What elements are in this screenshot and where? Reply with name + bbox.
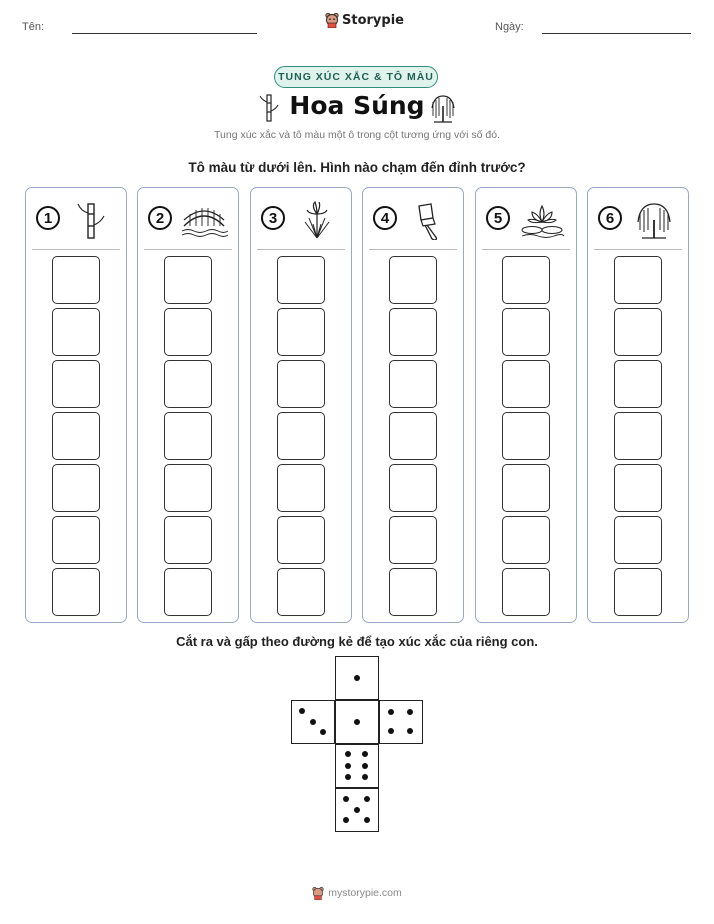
color-box[interactable] — [502, 464, 550, 512]
die-face-1 — [335, 656, 379, 700]
iris-flower-icon — [293, 200, 341, 240]
color-box[interactable] — [277, 360, 325, 408]
color-box[interactable] — [277, 516, 325, 564]
die-face-4 — [379, 700, 423, 744]
color-box[interactable] — [277, 568, 325, 616]
willow-tree-icon — [630, 200, 678, 240]
die-pip — [320, 729, 326, 735]
color-box[interactable] — [389, 256, 437, 304]
die-pip — [407, 709, 413, 715]
color-box[interactable] — [502, 568, 550, 616]
page-title: Hoa Súng — [289, 91, 425, 120]
color-box[interactable] — [614, 256, 662, 304]
date-label: Ngày: — [495, 21, 524, 33]
column-4 — [362, 187, 464, 623]
color-box[interactable] — [614, 360, 662, 408]
color-box[interactable] — [614, 308, 662, 356]
color-box[interactable] — [502, 308, 550, 356]
color-box[interactable] — [52, 464, 100, 512]
die-face-6 — [335, 744, 379, 788]
color-box[interactable] — [164, 568, 212, 616]
color-box[interactable] — [389, 412, 437, 460]
page-subtitle: Tung xúc xắc và tô màu một ô trong cột tương ứng với số đó. — [214, 129, 500, 141]
color-box[interactable] — [52, 516, 100, 564]
die-face-1 — [335, 700, 379, 744]
cut-instruction: Cắt ra và gấp theo đường kẻ để tạo xúc xắc của riêng con. — [176, 634, 538, 649]
bamboo-icon — [68, 200, 116, 240]
color-box[interactable] — [164, 516, 212, 564]
die-pip — [354, 807, 360, 813]
column-number: 1 — [36, 206, 60, 230]
color-box[interactable] — [502, 256, 550, 304]
storypie-logo — [325, 12, 404, 28]
column-number: 5 — [486, 206, 510, 230]
die-pip — [345, 751, 351, 757]
die-pip — [362, 763, 368, 769]
color-box[interactable] — [389, 360, 437, 408]
bridge-icon — [180, 200, 228, 240]
color-box[interactable] — [502, 360, 550, 408]
footer-url[interactable]: mystorypie.com — [328, 887, 402, 899]
footer — [0, 886, 714, 900]
color-box[interactable] — [277, 256, 325, 304]
die-pip — [310, 719, 316, 725]
column-6 — [587, 187, 689, 623]
activity-badge: TUNG XÚC XẮC & TÔ MÀU — [274, 66, 438, 88]
die-pip — [343, 796, 349, 802]
color-box[interactable] — [614, 568, 662, 616]
die-pip — [354, 675, 360, 681]
column-divider — [482, 249, 570, 250]
water-lily-icon — [518, 200, 566, 240]
column-divider — [594, 249, 682, 250]
coloring-instruction: Tô màu từ dưới lên. Hình nào chạm đến đỉnh trước? — [188, 160, 526, 175]
die-pip — [345, 763, 351, 769]
die-pip — [362, 751, 368, 757]
column-number: 2 — [148, 206, 172, 230]
die-pip — [362, 774, 368, 780]
column-divider — [144, 249, 232, 250]
color-box[interactable] — [52, 308, 100, 356]
column-divider — [369, 249, 457, 250]
column-number: 4 — [373, 206, 397, 230]
die-pip — [364, 796, 370, 802]
column-number: 3 — [261, 206, 285, 230]
die-pip — [299, 708, 305, 714]
color-box[interactable] — [389, 516, 437, 564]
color-box[interactable] — [502, 412, 550, 460]
die-pip — [354, 719, 360, 725]
color-box[interactable] — [389, 308, 437, 356]
name-label: Tên: — [22, 21, 45, 33]
die-face-3 — [291, 700, 335, 744]
column-divider — [32, 249, 120, 250]
color-box[interactable] — [277, 464, 325, 512]
color-box[interactable] — [614, 464, 662, 512]
bear-icon — [312, 886, 324, 900]
die-pip — [345, 774, 351, 780]
color-box[interactable] — [52, 412, 100, 460]
color-box[interactable] — [614, 516, 662, 564]
color-box[interactable] — [389, 568, 437, 616]
color-box[interactable] — [164, 360, 212, 408]
column-divider — [257, 249, 345, 250]
color-box[interactable] — [52, 360, 100, 408]
color-box[interactable] — [277, 308, 325, 356]
willow-tree-icon — [428, 92, 458, 124]
color-box[interactable] — [52, 256, 100, 304]
logo-text: Storypie — [342, 12, 404, 28]
color-box[interactable] — [389, 464, 437, 512]
color-box[interactable] — [502, 516, 550, 564]
die-pip — [407, 728, 413, 734]
color-box[interactable] — [614, 412, 662, 460]
column-number: 6 — [598, 206, 622, 230]
column-3 — [250, 187, 352, 623]
color-box[interactable] — [164, 256, 212, 304]
color-box[interactable] — [164, 464, 212, 512]
die-pip — [343, 817, 349, 823]
die-pip — [364, 817, 370, 823]
date-line[interactable] — [542, 33, 691, 34]
die-pip — [388, 728, 394, 734]
paintbrush-icon — [405, 200, 453, 240]
color-box[interactable] — [164, 412, 212, 460]
die-face-5 — [335, 788, 379, 832]
column-5 — [475, 187, 577, 623]
color-box[interactable] — [52, 568, 100, 616]
name-line[interactable] — [72, 33, 257, 34]
color-box[interactable] — [164, 308, 212, 356]
column-1 — [25, 187, 127, 623]
die-pip — [388, 709, 394, 715]
color-box[interactable] — [277, 412, 325, 460]
column-2 — [137, 187, 239, 623]
bear-icon — [325, 12, 339, 28]
